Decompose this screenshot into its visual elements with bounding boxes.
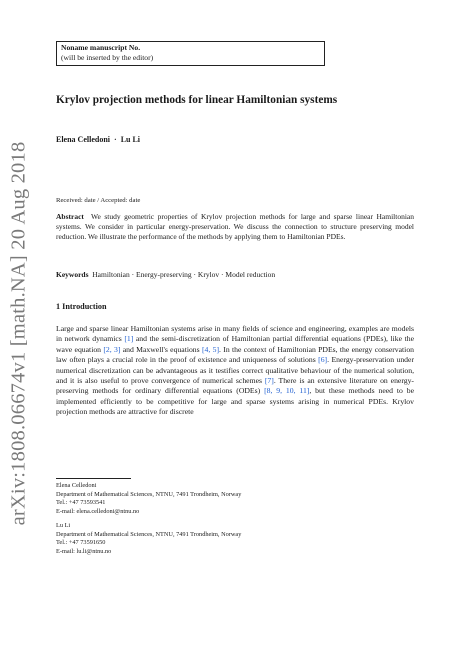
manuscript-number: Noname manuscript No. bbox=[61, 43, 141, 52]
keywords bbox=[56, 270, 275, 279]
paper-title: Krylov projection methods for linear Hamiltonian systems bbox=[56, 94, 338, 106]
intro-text: . There is an extensive literature on energy-preserving methods for ordinary differential equations (ODEs) bbox=[56, 376, 414, 396]
manuscript-box bbox=[56, 41, 325, 66]
author-separator: · bbox=[114, 135, 117, 144]
affiliation-email: E-mail: lu.li@ntnu.no bbox=[56, 547, 112, 555]
intro-text: and the semi-discretization of Hamiltonian partial differential equations (PDEs), like the wave equation bbox=[56, 334, 414, 354]
intro-text: , but these methods need to be implemented efficiently to be competitive for large and sparse systems arising in numerical PDEs. Krylov projection methods are attractive for discrete bbox=[56, 386, 414, 417]
author-name: Elena Celledoni bbox=[56, 135, 111, 144]
citation-link[interactable]: [7] bbox=[264, 376, 274, 386]
author-name: Lu Li bbox=[120, 135, 141, 144]
intro-text: Large and sparse linear Hamiltonian systems arise in many fields of science and engineering, examples are models in network dynamics bbox=[56, 324, 414, 344]
abstract-label: Abstract bbox=[56, 212, 84, 221]
affiliation-department: Department of Mathematical Sciences, NTNU, 7491 Trondheim, Norway bbox=[56, 530, 242, 538]
intro-text: and Maxwell's equations bbox=[120, 344, 202, 354]
received-date: Received: date / Accepted: date bbox=[56, 197, 141, 204]
intro-paragraph bbox=[56, 324, 414, 418]
arxiv-identifier: arXiv:1808.06674v1 [math.NA] 20 Aug 2018 bbox=[7, 141, 30, 525]
affiliation-department: Department of Mathematical Sciences, NTNU, 7491 Trondheim, Norway bbox=[56, 490, 242, 498]
citation-link[interactable]: [1] bbox=[124, 334, 134, 344]
section-heading: 1 Introduction bbox=[56, 302, 107, 311]
citation-link[interactable]: [4, 5] bbox=[201, 344, 220, 354]
affiliation-block bbox=[56, 482, 241, 516]
affiliation-name: Lu Li bbox=[56, 522, 71, 529]
affiliation-phone: Tel.: +47 73591650 bbox=[56, 539, 106, 547]
footnote-divider bbox=[56, 478, 131, 479]
intro-text: . Energy-preservation under numerical discretization can be advantageous as it testifies correct qualitative behaviour of the numerical solution, and it is also useful to prove convergence of numerical schemes bbox=[56, 355, 415, 386]
abstract bbox=[56, 212, 414, 243]
intro-text: . In the context of Hamiltonian PDEs, the energy conservation law often plays a crucial role in the proof of existence and uniqueness of solutions bbox=[56, 344, 415, 365]
author-list bbox=[56, 135, 140, 144]
affiliation-email: E-mail: elena.celledoni@ntnu.no bbox=[56, 507, 140, 515]
affiliation-phone: Tel.: +47 73593541 bbox=[56, 499, 106, 507]
abstract-text: We study geometric properties of Krylov projection methods for large and sparse linear Hamiltonian systems. We consider in particular energy-preservation. We discuss the connection to structure preserving model reduction. We illustrate the performance of the methods by applying them to Hamiltonian PDEs. bbox=[56, 212, 415, 242]
arxiv-sidebar bbox=[2, 141, 36, 525]
keywords-text: Hamiltonian · Energy-preserving · Krylov · Model reduction bbox=[92, 270, 276, 279]
affiliation-block bbox=[56, 522, 241, 556]
keywords-label: Keywords bbox=[56, 270, 89, 279]
citation-link[interactable]: [8, 9, 10, 11] bbox=[264, 386, 310, 396]
manuscript-note: (will be inserted by the editor) bbox=[61, 52, 154, 62]
citation-link[interactable]: [2, 3] bbox=[103, 344, 121, 354]
citation-link[interactable]: [6] bbox=[318, 355, 328, 365]
affiliation-name: Elena Celledoni bbox=[56, 482, 97, 489]
